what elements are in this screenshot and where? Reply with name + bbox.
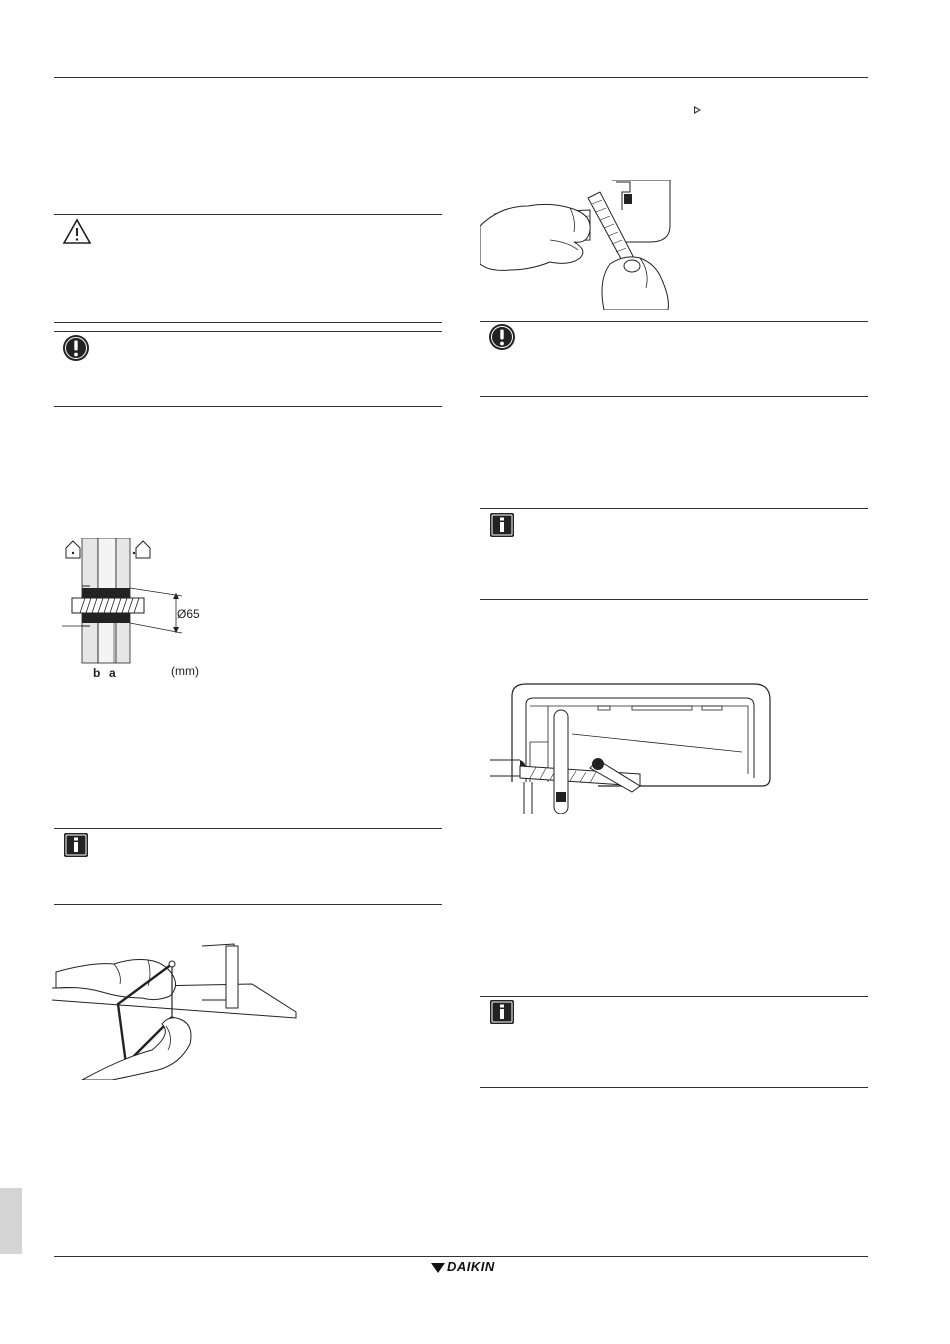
information-icon: [489, 999, 523, 1033]
daikin-logo: [431, 1259, 495, 1274]
warning-box-top-rule: [54, 214, 442, 215]
header-rule: [54, 77, 868, 78]
info-box-right1-top-rule: [480, 508, 868, 509]
notice-box-top-rule: [54, 331, 442, 332]
brand-name: DAIKIN: [447, 1259, 495, 1274]
info-box-left-bottom-rule: [54, 904, 442, 905]
info-box-right2-top-rule: [480, 996, 868, 997]
warning-triangle-icon: [62, 218, 96, 252]
exclamation-circle-icon: [62, 334, 96, 368]
daikin-logo-mark-icon: [431, 1263, 445, 1273]
sleeve-label-b: b: [93, 666, 101, 680]
play-triangle-icon: [694, 106, 701, 114]
information-icon: [489, 512, 523, 546]
sleeve-label-a: a: [109, 666, 116, 680]
footer-rule: [54, 1256, 868, 1257]
exclamation-circle-icon: [488, 323, 522, 357]
notice-box-bottom-rule: [54, 406, 442, 407]
drain-pipe-illustration: [490, 682, 776, 814]
sleeve-unit-label: (mm): [171, 664, 199, 678]
information-icon: [63, 832, 97, 866]
info-box-left-top-rule: [54, 828, 442, 829]
info-box-right2-bottom-rule: [480, 1087, 868, 1088]
thumb-index-tab: [0, 1188, 22, 1254]
hacksaw-cutting-illustration: [52, 940, 300, 1080]
info-box-right1-bottom-rule: [480, 599, 868, 600]
filing-pipe-illustration: [480, 180, 674, 310]
notice-box-right-bottom-rule: [480, 396, 868, 397]
notice-box-right-top-rule: [480, 321, 868, 322]
sleeve-diameter-label: Ø65: [177, 607, 200, 621]
warning-box-bottom-rule: [54, 322, 442, 323]
